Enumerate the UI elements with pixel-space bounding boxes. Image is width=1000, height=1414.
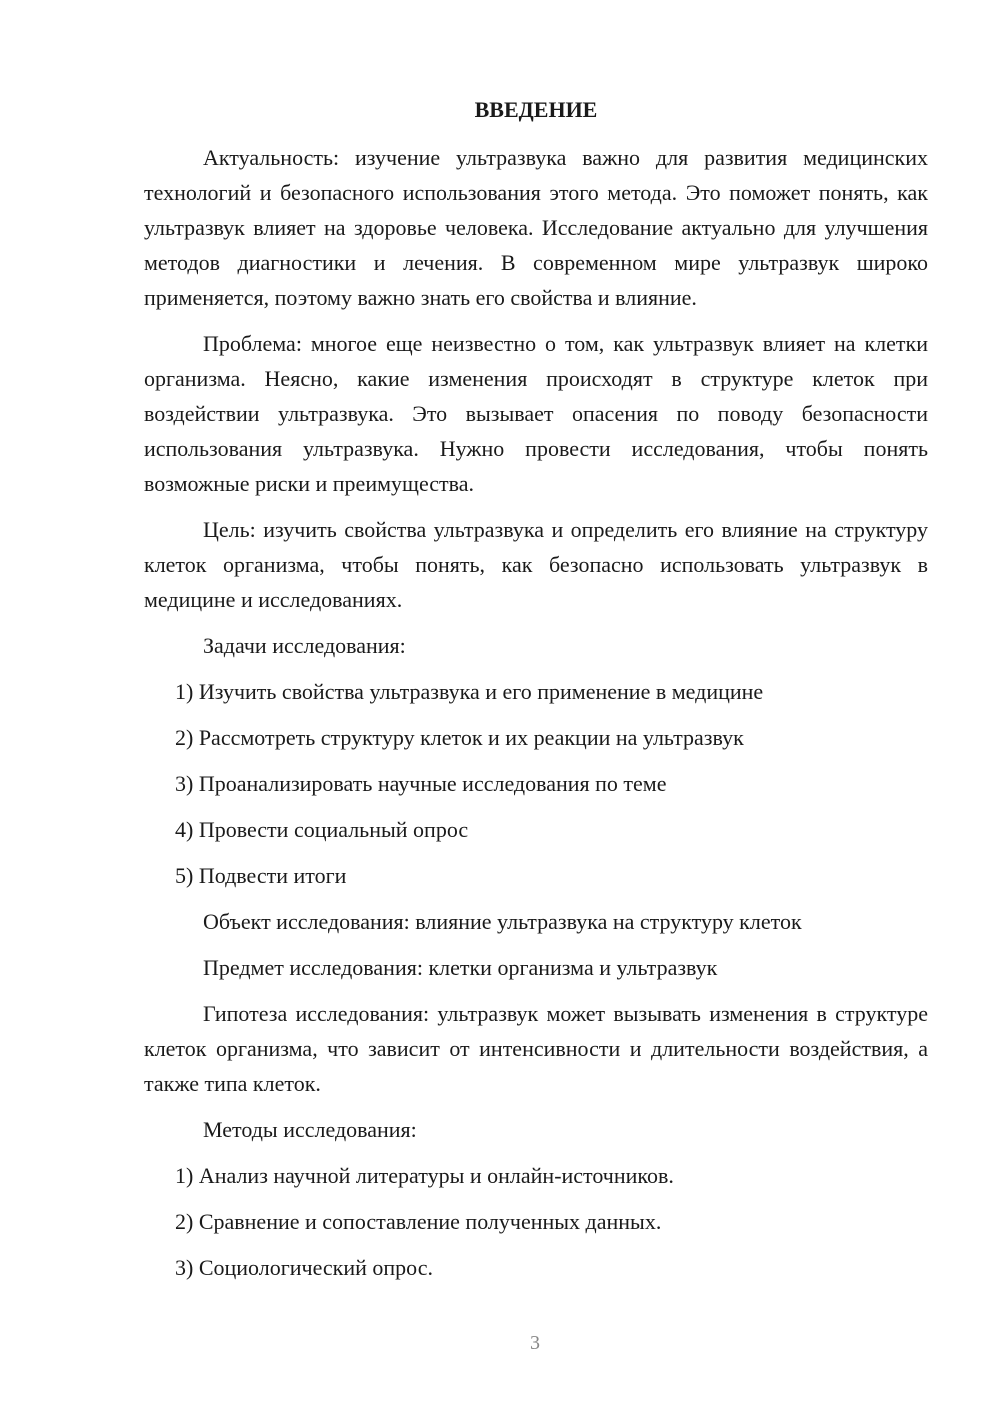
list-item: 1) Изучить свойства ультразвука и его применение в медицине [175,679,764,704]
relevance-paragraph: Актуальность: изучение ультразвука важно для развития медицинских технологий и безопасного использования этого метода. Это поможет понять, как ультразвук влияет на здоровье человека. Исследование актуально для улучшения методов диагностики и лечения. В современном мире ультразвук широко применяется, поэтому важно знать его свойства и влияние. [144,145,928,310]
list-item: 3) Социологический опрос. [175,1255,433,1280]
section-heading: ВВЕДЕНИЕ [474,97,598,122]
tasks-title: Задачи исследования: [203,633,406,658]
list-item: 5) Подвести итоги [175,863,347,888]
list-item: 3) Проанализировать научные исследования по теме [175,771,667,796]
object-paragraph: Объект исследования: влияние ультразвука на структуру клеток [203,909,802,934]
hypothesis-paragraph: Гипотеза исследования: ультразвук может вызывать изменения в структуре клеток организма, что зависит от интенсивности и длительности воздействия, а также типа клеток. [144,1001,928,1096]
goal-paragraph: Цель: изучить свойства ультразвука и определить его влияние на структуру клеток организма, чтобы понять, как безопасно использовать ультразвук в медицине и исследованиях. [144,517,928,612]
problem-paragraph: Проблема: многое еще неизвестно о том, как ультразвук влияет на клетки организма. Неясно, какие изменения происходят в структуре клеток при воздействии ультразвука. Это вызывает опасения по поводу безопасности использования ультразвука. Нужно провести исследования, чтобы понять возможные риски и преимущества. [144,331,928,496]
list-item: 2) Рассмотреть структуру клеток и их реакции на ультразвук [175,725,744,750]
page-number: 3 [530,1332,540,1354]
list-item: 2) Сравнение и сопоставление полученных данных. [175,1209,662,1234]
list-item: 4) Провести социальный опрос [175,817,469,842]
document-page [144,92,928,1296]
methods-list [144,1158,928,1285]
tasks-list [144,674,928,893]
list-item: 1) Анализ научной литературы и онлайн-источников. [175,1163,674,1188]
subject-paragraph: Предмет исследования: клетки организма и ультразвук [203,955,718,980]
methods-title: Методы исследования: [203,1117,417,1142]
